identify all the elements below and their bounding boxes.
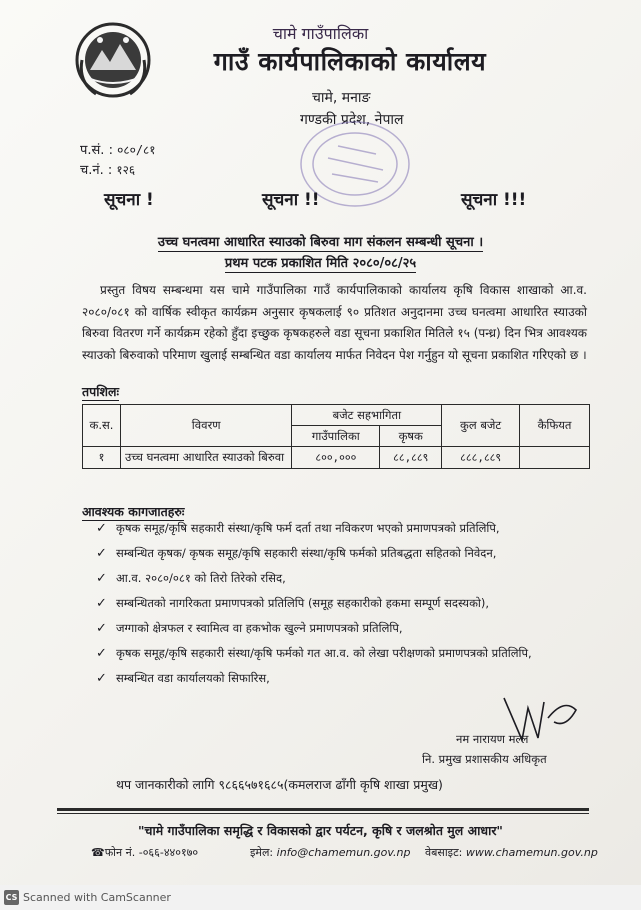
document-text: जग्गाको क्षेत्रफल र स्वामित्व वा हकभोक खुल्ने प्रमाणपत्रको प्रतिलिपि, bbox=[116, 621, 403, 635]
cell-municipality: ८००,००० bbox=[292, 447, 380, 469]
publication-date-text: प्रथम पटक प्रकाशित मिति २०८०/०८/२५ bbox=[224, 256, 417, 271]
document-text: कृषक समूह/कृषि सहकारी संस्था/कृषि फर्मको गत आ.व. को लेखा परीक्षणको प्रमाणपत्रको प्रतिलिपि, bbox=[116, 646, 532, 660]
checkmark-icon: ✓ bbox=[96, 521, 107, 536]
document-text: सम्बन्धितको नागरिकता प्रमाणपत्रको प्रतिलिपि (समूह सहकारीको हकमा सम्पूर्ण सदस्यको), bbox=[116, 596, 490, 610]
document-text: आ.व. २०८०/०८१ को तिरो तिरेको रसिद, bbox=[116, 571, 286, 585]
footer-email bbox=[250, 845, 410, 860]
publication-date bbox=[0, 253, 641, 271]
checkmark-icon: ✓ bbox=[96, 621, 107, 636]
email-label: इमेल: bbox=[250, 846, 274, 859]
footer-phone bbox=[91, 845, 198, 860]
list-item bbox=[96, 668, 594, 689]
list-item bbox=[96, 568, 594, 589]
list-item bbox=[96, 543, 594, 564]
cell-remarks bbox=[520, 447, 590, 469]
cell-description: उच्च घनत्वमा आधारित स्याउको बिरुवा bbox=[120, 447, 291, 469]
website-link[interactable]: www.chamemun.gov.np bbox=[465, 846, 598, 859]
scanner-watermark-bar bbox=[0, 885, 641, 910]
province-line: गण्डकी प्रदेश, नेपाल bbox=[300, 112, 404, 128]
document-text: सम्बन्धित वडा कार्यालयको सिफारिस, bbox=[116, 671, 270, 685]
footer-motto: "चामे गाउँपालिका समृद्धि र विकासको द्वार पर्यटन, कृषि र जलश्रोत मुल आधार" bbox=[138, 823, 503, 838]
list-item bbox=[96, 518, 594, 539]
notice-heading-3: सूचना !!! bbox=[461, 190, 527, 210]
header-description: विवरण bbox=[120, 405, 291, 447]
header-municipality: गाउँपालिका bbox=[292, 426, 380, 447]
cell-farmer: ८८,८८९ bbox=[380, 447, 442, 469]
letter-number-label: प.सं. : bbox=[80, 143, 113, 158]
documents-list bbox=[96, 518, 594, 693]
checkmark-icon: ✓ bbox=[96, 646, 107, 661]
contact-info: थप जानकारीको लागि ९८६६५७१६८५(कमलराज ढाँगी कृषि शाखा प्रमुख) bbox=[116, 777, 443, 792]
footer-divider-thin bbox=[57, 813, 589, 814]
phone-icon: ☎ bbox=[91, 846, 105, 859]
cell-total: ८८८,८८९ bbox=[442, 447, 520, 469]
header-total: कुल बजेट bbox=[442, 405, 520, 447]
signatory-name: नम नारायण मल्ल bbox=[456, 732, 529, 746]
signatory-title: नि. प्रमुख प्रशासकीय अधिकृत bbox=[422, 752, 547, 766]
list-item bbox=[96, 593, 594, 614]
list-item bbox=[96, 618, 594, 639]
checkmark-icon: ✓ bbox=[96, 571, 107, 586]
header-farmer: कृषक bbox=[380, 426, 442, 447]
table-row bbox=[83, 447, 590, 469]
letter-number-value: ०८०/८१ bbox=[117, 143, 156, 157]
cell-sn: १ bbox=[83, 447, 121, 469]
dispatch-number-label: च.नं. : bbox=[80, 163, 113, 178]
notice-heading-1: सूचना ! bbox=[104, 190, 154, 210]
website-label: वेबसाइट: bbox=[425, 846, 463, 859]
notice-subject bbox=[0, 232, 641, 250]
office-location: चामे, मनाङ bbox=[312, 90, 371, 106]
table-header-row bbox=[83, 405, 590, 426]
dispatch-number bbox=[80, 160, 135, 178]
details-heading: तपशिलः bbox=[82, 384, 119, 399]
list-item bbox=[96, 643, 594, 664]
email-link[interactable]: info@chamemun.gov.np bbox=[276, 846, 411, 859]
budget-table bbox=[82, 404, 590, 469]
header-remarks: कैफियत bbox=[520, 405, 590, 447]
footer-website bbox=[425, 845, 598, 860]
document-text: कृषक समूह/कृषि सहकारी संस्था/कृषि फर्म दर्ता तथा नविकरण भएको प्रमाणपत्रको प्रतिलिपि, bbox=[116, 521, 500, 535]
notice-subject-text: उच्च घनत्वमा आधारित स्याउको बिरुवा माग संकलन सम्बन्धी सूचना । bbox=[157, 235, 484, 250]
document-text: सम्बन्धित कृषक/ कृषक समूह/कृषि सहकारी संस्था/कृषि फर्मको प्रतिबद्धता सहितको निवेदन, bbox=[116, 546, 497, 560]
checkmark-icon: ✓ bbox=[96, 596, 107, 611]
office-title: गाउँ कार्यपालिकाको कार्यालय bbox=[213, 47, 487, 76]
camscanner-logo-icon: CS bbox=[4, 890, 19, 905]
header-budget-share: बजेट सहभागिता bbox=[292, 405, 442, 426]
checkmark-icon: ✓ bbox=[96, 546, 107, 561]
municipality-name: चामे गाउँपालिका bbox=[272, 24, 369, 43]
scanner-watermark-text: Scanned with CamScanner bbox=[23, 891, 171, 904]
letter-number bbox=[80, 140, 156, 158]
header-sn: क.स. bbox=[83, 405, 121, 447]
dispatch-number-value: १२६ bbox=[116, 163, 136, 177]
documents-heading: आवश्यक कागजातहरुः bbox=[82, 504, 185, 519]
phone-text: फोन नं. -०६६-४४०१७० bbox=[104, 846, 199, 859]
footer-divider bbox=[57, 808, 589, 811]
checkmark-icon: ✓ bbox=[96, 671, 107, 686]
notice-heading-2: सूचना !! bbox=[262, 190, 320, 210]
notice-body: प्रस्तुत विषय सम्बन्धमा यस चामे गाउँपालिका गाउँ कार्यपालिकाको कार्यालय कृषि विकास शाखाको आ.व. २०८०/०८१ को वार्षिक स्वीकृत कार्यक्रम अनुसार कृषकलाई ९० प्रतिशत अनुदानमा उच्च घनत्वमा आधारित स्याउको बिरुवा वितरण गर्ने कार्यक्रम रहेको हुँदा इच्छुक कृषकहरुले वडा सूचना प्रकाशित मितिले १५ (पन्ध्र) दिन भित्र आवश्यक स्याउको बिरुवाको परिमाण खुलाई सम्बन्धित वडा कार्यालय मार्फत निवेदन पेश गर्नुहुन यो सूचना प्रकाशित गरिएको छ । bbox=[82, 283, 587, 362]
letterhead bbox=[0, 0, 641, 135]
